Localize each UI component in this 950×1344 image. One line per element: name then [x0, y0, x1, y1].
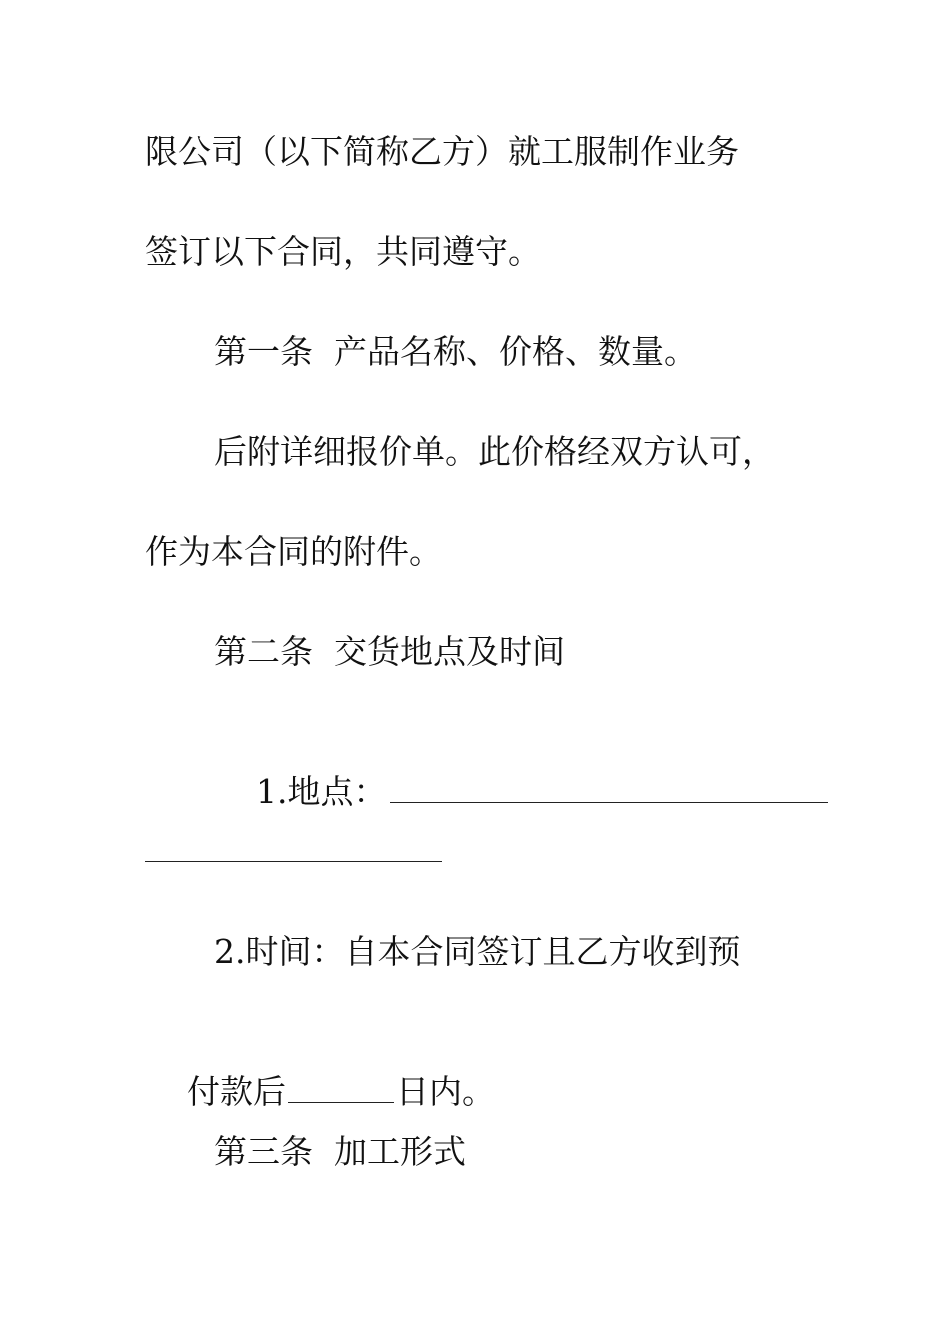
location-line — [0, 732, 950, 852]
location-blank-continued — [145, 831, 442, 862]
paragraph-line: 签订以下合同，共同遵守。 — [145, 232, 541, 271]
days-blank — [288, 1072, 394, 1103]
paragraph-line: 2.时间：自本合同签订且乙方收到预 — [214, 932, 741, 971]
location-blank — [390, 772, 828, 803]
paragraph-line: 后附详细报价单。此价格经双方认可， — [214, 432, 775, 471]
paragraph-line: 作为本合同的附件。 — [145, 532, 442, 571]
days-text-before: 付款后 — [186, 1072, 286, 1111]
article-heading: 第一条 产品名称、价格、数量。 — [214, 332, 697, 371]
article-heading: 第二条 交货地点及时间 — [214, 632, 565, 671]
paragraph-line: 限公司（以下简称乙方）就工服制作业务 — [145, 132, 739, 171]
article-heading: 第三条 加工形式 — [214, 1132, 466, 1171]
location-label: 1.地点： — [255, 772, 387, 811]
days-text-after: 日内。 — [395, 1072, 495, 1111]
